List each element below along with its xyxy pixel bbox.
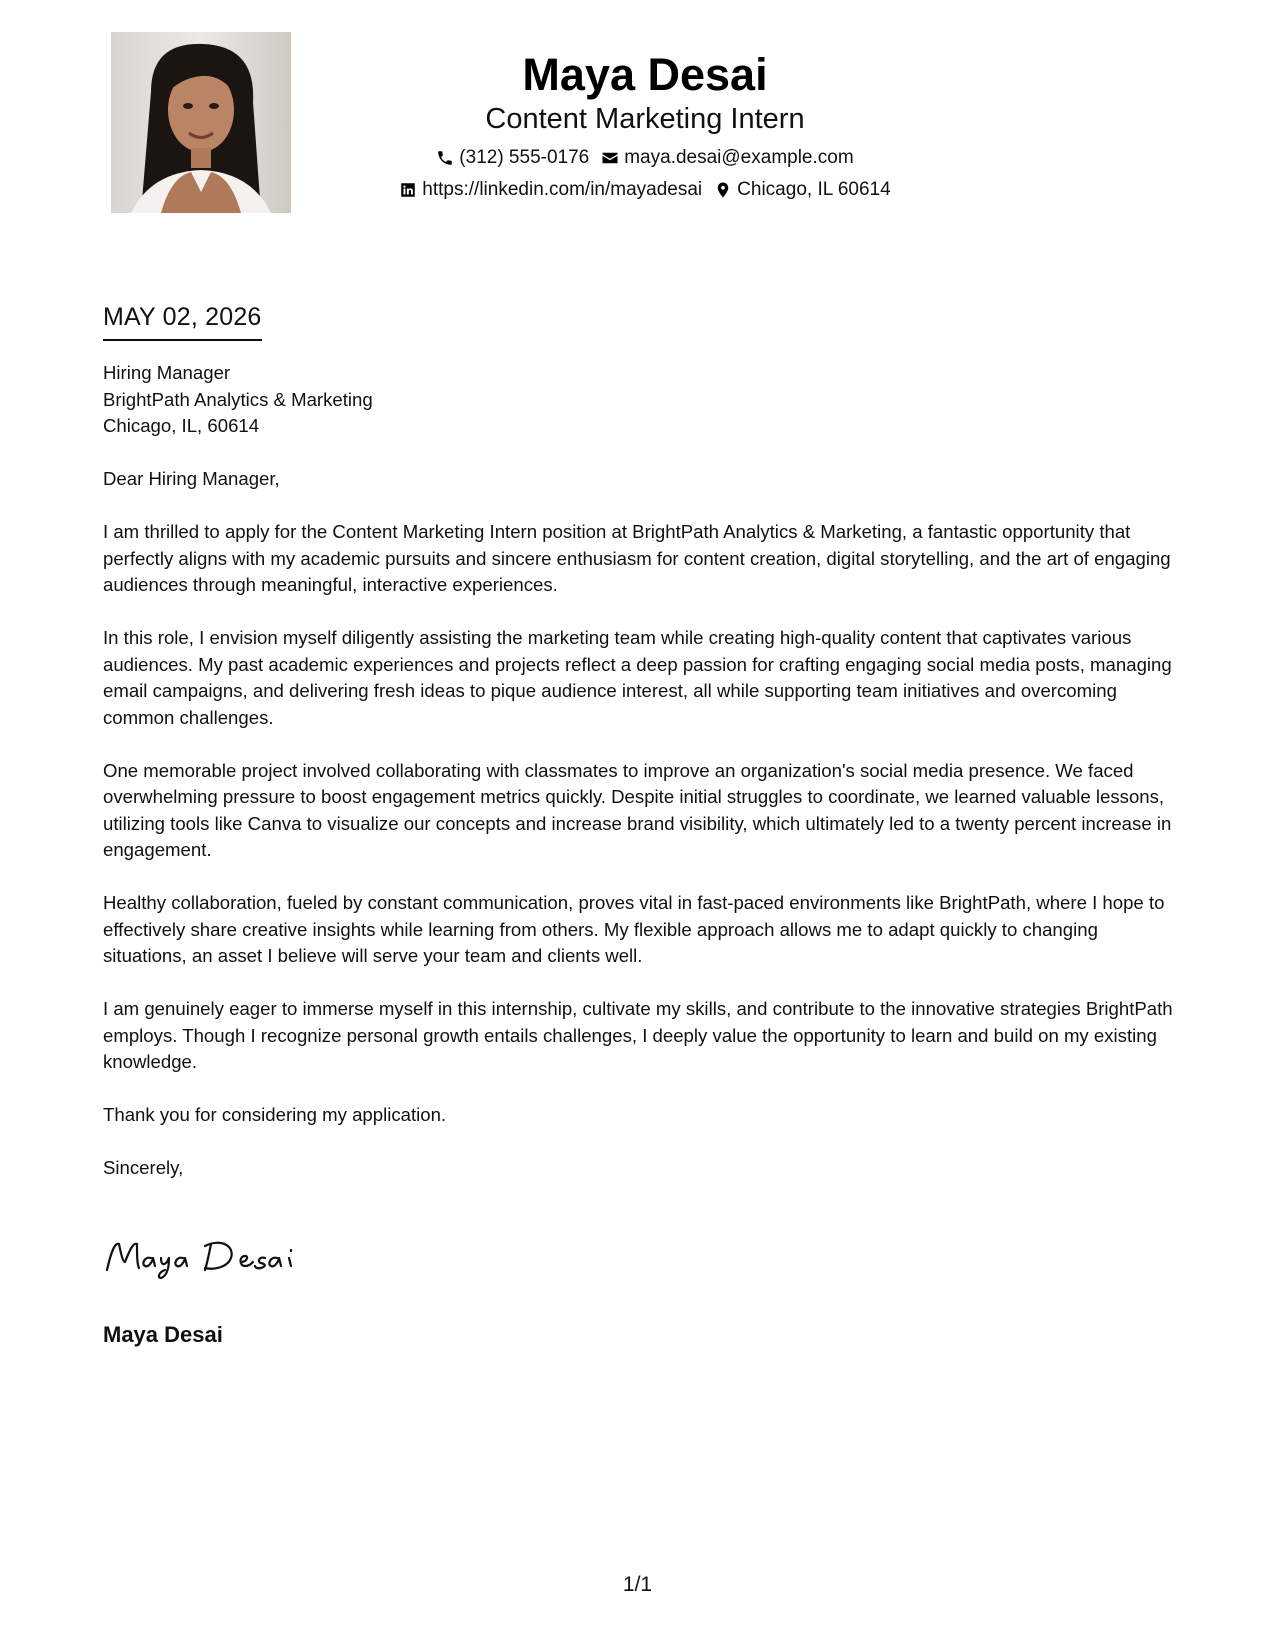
portrait-image: [111, 32, 291, 213]
recipient-company: BrightPath Analytics & Marketing: [103, 388, 373, 410]
map-pin-icon: [714, 181, 732, 199]
linkedin-text: https://linkedin.com/in/mayadesai: [422, 179, 703, 200]
phone-icon: [436, 149, 454, 167]
recipient-title: Hiring Manager: [103, 362, 231, 383]
email-text: maya.desai@example.com: [624, 147, 854, 168]
location-contact: [714, 178, 891, 202]
signed-name: Maya Desai: [103, 1322, 223, 1347]
applicant-name: Maya Desai: [522, 49, 768, 100]
linkedin-icon: [399, 181, 417, 199]
recipient-block: [103, 360, 1183, 440]
letter-header: [345, 46, 945, 202]
applicant-role: Content Marketing Intern: [485, 103, 805, 135]
phone-contact[interactable]: [436, 146, 589, 170]
email-contact[interactable]: [601, 146, 853, 170]
paragraph-4: Healthy collaboration, fueled by constant communication, proves vital in fast-paced environments like BrightPath, where I hope to effectively share creative insights while learning from others. My flexible approach allows me to adapt quickly to changing situations, an asset I believe will serve your team and clients well.: [103, 892, 1165, 966]
paragraph-2: In this role, I envision myself diligently assisting the marketing team while creating high-quality content that captivates various audiences. My past academic experiences and projects reflect a deep passion for crafting engaging social media posts, managing email campaigns, and delivering fresh ideas to pique audience interest, all while supporting team initiatives and overcoming common challenges.: [103, 627, 1172, 728]
recipient-address: Chicago, IL, 60614: [103, 415, 260, 436]
paragraph-3: One memorable project involved collaborating with classmates to improve an organization's social media presence. We faced overwhelming pressure to boost engagement metrics quickly. Despite initial struggles to coordinate, we learned valuable lessons, utilizing tools like Canva to visualize our concepts and increase brand visibility, which ultimately led to a twenty percent increase in engagement.: [103, 759, 1172, 860]
phone-text: (312) 555-0176: [459, 147, 590, 168]
page-number: 1/1: [622, 1573, 653, 1596]
letter-body: [103, 360, 1183, 1208]
salutation: Dear Hiring Manager,: [103, 468, 280, 489]
handwritten-signature: [101, 1232, 311, 1282]
contact-row-1: [345, 146, 945, 170]
profile-photo: [111, 32, 291, 213]
contact-row-2: [345, 178, 945, 202]
closing: Sincerely,: [103, 1157, 184, 1178]
paragraph-6: Thank you for considering my application.: [103, 1104, 447, 1125]
letter-date: MAY 02, 2026: [103, 300, 262, 341]
linkedin-contact[interactable]: [399, 178, 702, 202]
paragraph-5: I am genuinely eager to immerse myself in this internship, cultivate my skills, and contribute to the innovative strategies BrightPath employs. Though I recognize personal growth entails challenges, I deeply value the opportunity to learn and build on my existing knowledge.: [103, 998, 1173, 1072]
location-text: Chicago, IL 60614: [737, 179, 891, 200]
paragraph-1: I am thrilled to apply for the Content Marketing Intern position at BrightPath Analytics & Marketing, a fantastic opportunity that perfectly aligns with my academic pursuits and sincere enthusiasm for content creation, digital storytelling, and the art of engaging audiences through meaningful, interactive experiences.: [103, 521, 1171, 595]
envelope-icon: [601, 149, 619, 167]
